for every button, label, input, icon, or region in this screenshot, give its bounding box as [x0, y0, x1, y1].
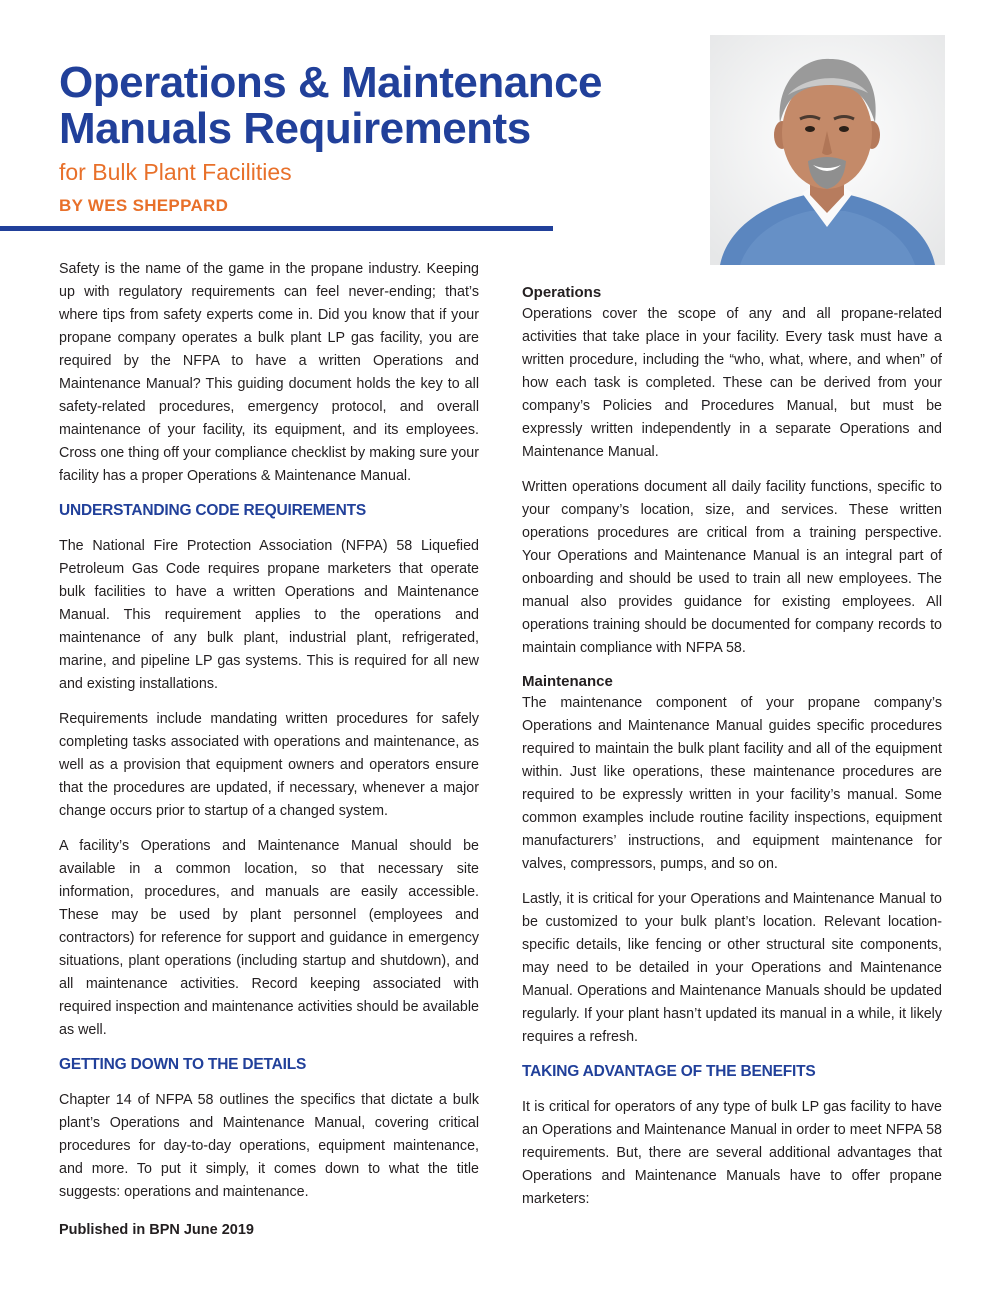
title-divider — [0, 226, 553, 231]
paragraph: Operations cover the scope of any and all propane-related activities that take place in your facility. Every task must have a written procedure, including the “who, what, where, and when” of how each task is completed. These can be derived from your company’s Policies and Procedures Manual, but must be expressly written independently in a separate Operations and Maintenance Manual. — [522, 306, 942, 460]
paragraph: Requirements include mandating written procedures for safely completing tasks associated with operations and maintenance, as well as a provision that equipment owners and operators ensure that the procedures are updated, if necessary, whenever a major change occurs prior to startup of a changed system. — [59, 711, 479, 819]
paragraph: Chapter 14 of NFPA 58 outlines the specifics that dictate a bulk plant’s Operations and Maintenance Manual, covering critical procedures for day-to-day operations, equipment maintenance, and more. To put it simply, it comes down to what the title suggests: operations and maintenance. — [59, 1092, 479, 1200]
author-portrait-illustration — [710, 35, 945, 265]
paragraph: The National Fire Protection Association (NFPA) 58 Liquefied Petroleum Gas Code requires propane marketers that operate bulk facilities to have a written Operations and Maintenance Manual. This requirement applies to the operations and maintenance of any bulk plant, industrial plant, refrigerated, marine, and pipeline LP gas systems. This is required for all new and existing installations. — [59, 538, 479, 692]
article-subtitle: for Bulk Plant Facilities — [59, 159, 292, 185]
intro-paragraph: Safety is the name of the game in the propane industry. Keeping up with regulatory requirements can feel never-ending; that’s where tips from safety experts come in. Did you know that if your propane company operates a bulk plant LP gas facility, you are required by the NFPA to have a written Operations and Maintenance Manual? This guiding document holds the key to all safety-related procedures, emergency protocol, and overall maintenance of your facility, its equipment, and its employees. Cross one thing off your compliance checklist by making sure your facility has a proper Operations & Maintenance Manual. — [59, 261, 479, 484]
subheading-maintenance: Maintenance — [522, 673, 613, 690]
author-photo — [710, 35, 945, 265]
left-column — [59, 258, 479, 1216]
section-heading-details: GETTING DOWN TO THE DETAILS — [59, 1056, 307, 1073]
paragraph: Lastly, it is critical for your Operations and Maintenance Manual to be customized to your bulk plant’s location. Relevant location-specific details, like fencing or other structural site components, may need to be detailed in your Operations and Maintenance Manual. Operations and Maintenance Manuals should be updated regularly. If your plant hasn’t updated its manual in a while, it likely requires a refresh. — [522, 891, 942, 1045]
publication-note: Published in BPN June 2019 — [59, 1222, 254, 1238]
right-column — [522, 283, 942, 1223]
section-heading-benefits: TAKING ADVANTAGE OF THE BENEFITS — [522, 1063, 816, 1080]
author-byline: BY WES SHEPPARD — [59, 196, 229, 215]
paragraph: A facility’s Operations and Maintenance Manual should be available in a common location, so that necessary site information, procedures, and manuals are easily accessible. These may be used by plant personnel (employees and contractors) for reference for support and guidance in emergency situations, plant operations (including startup and shutdown), and all maintenance activities. Record keeping associated with required inspection and maintenance activities should be available as well. — [59, 838, 479, 1038]
section-heading-code-requirements: UNDERSTANDING CODE REQUIREMENTS — [59, 502, 366, 519]
paragraph: The maintenance component of your propane company’s Operations and Maintenance Manual guides specific procedures required to maintain the bulk plant facility and all of the equipment within. Just like operations, these maintenance procedures are required to be expressly written in your facility’s manual. Some common examples include routine facility inspections, equipment manufacturers’ instructions, and equipment maintenance for valves, compressors, pumps, and so on. — [522, 695, 942, 872]
article-title: Operations & Maintenance Manuals Requirements — [59, 58, 603, 153]
paragraph: Written operations document all daily facility functions, specific to your company’s location, size, and services. These written operations procedures are critical from a training perspective. Your Operations and Maintenance Manual is an integral part of onboarding and should be used to train all new employees. The manual also provides guidance for existing employees. All operations training should be documented for company records to maintain compliance with NFPA 58. — [522, 479, 942, 656]
subheading-operations: Operations — [522, 284, 602, 301]
paragraph: It is critical for operators of any type of bulk LP gas facility to have an Operations and Maintenance Manual in order to meet NFPA 58 requirements. But, there are several additional advantages that Operations and Maintenance Manuals have to offer propane marketers: — [522, 1099, 942, 1207]
